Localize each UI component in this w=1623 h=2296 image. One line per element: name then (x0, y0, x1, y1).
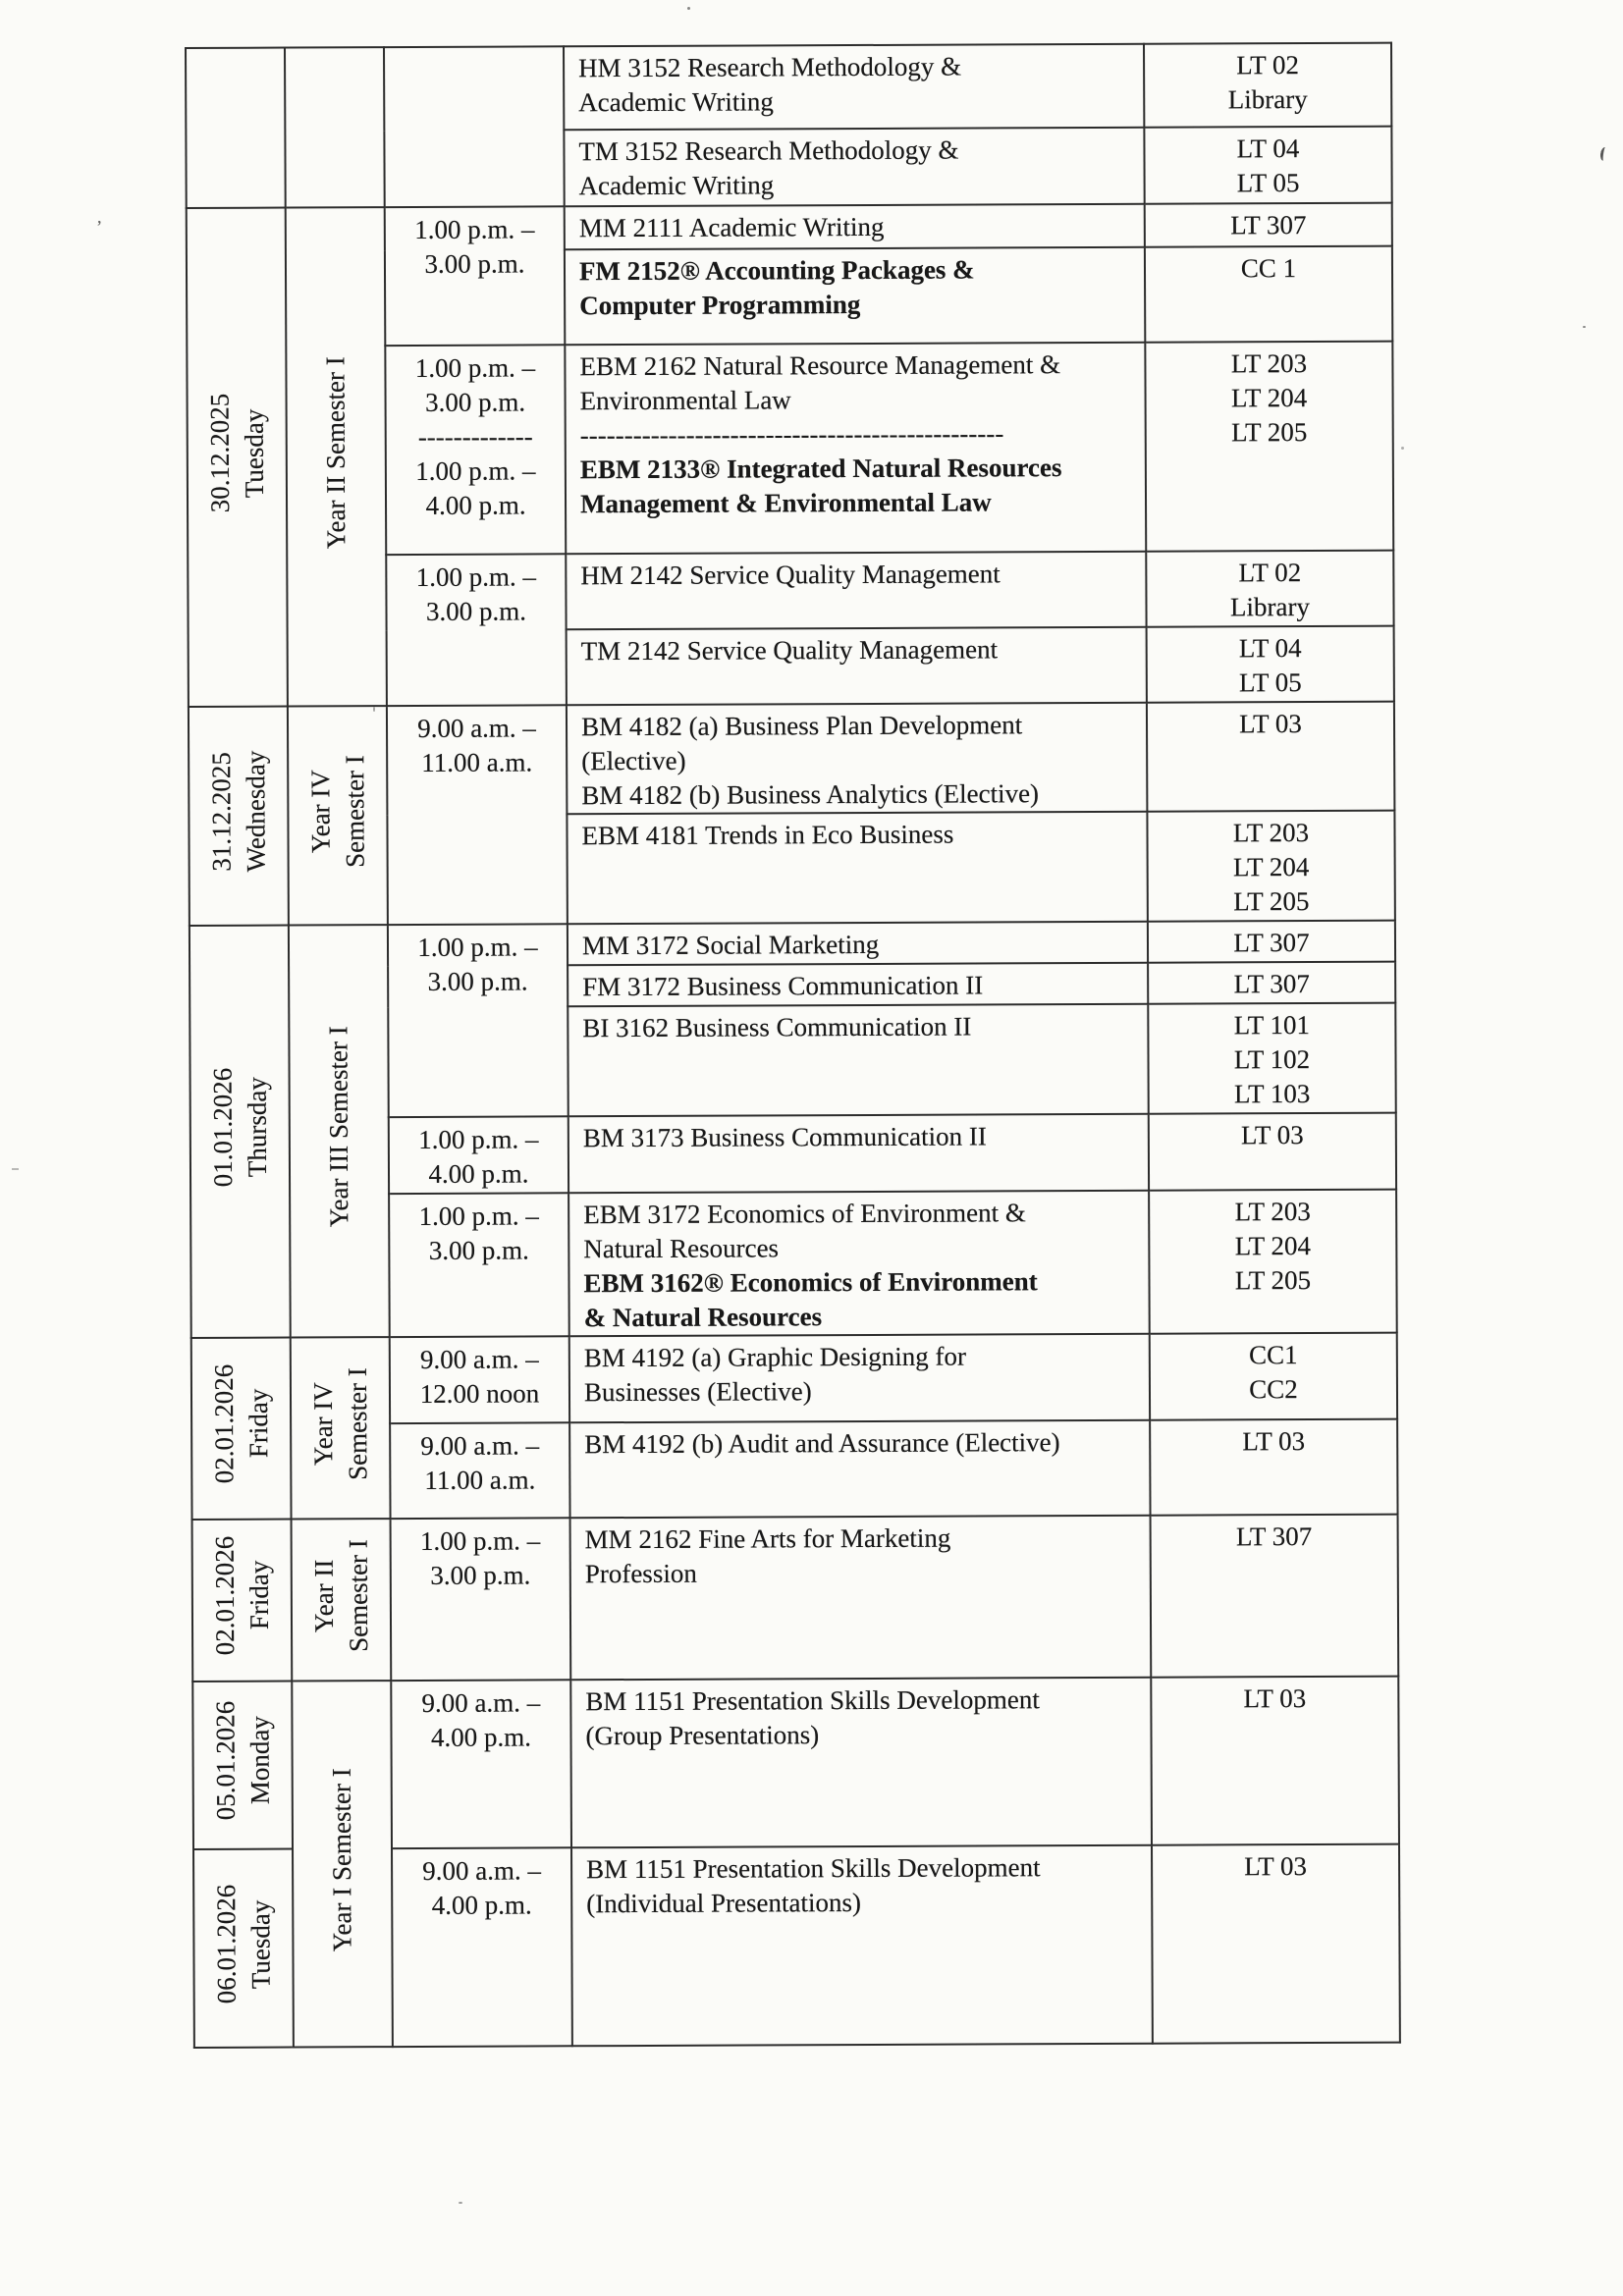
location-label: LT 203 LT 204 LT 205 (1232, 818, 1310, 917)
course-title: EBM 3172 Economics of Environment & Natural Resources (583, 1198, 1026, 1264)
scan-speck (687, 7, 690, 10)
year-semester-cell (292, 1681, 393, 2047)
scan-speck (1401, 447, 1404, 450)
exam-timetable (185, 42, 1401, 2049)
location-cell (1146, 551, 1393, 627)
date-cell (186, 48, 286, 208)
time-cell (391, 1518, 571, 1681)
course-title: EBM 2133® Integrated Natural Resources Management & Environmental Law (579, 453, 1062, 519)
date-label: 02.01.2026 Friday (208, 1364, 273, 1484)
course-cell (568, 1191, 1150, 1337)
year-semester-label: Year I Semester I (326, 1767, 357, 1951)
course-cell (570, 1678, 1152, 1848)
time-cell (390, 1422, 569, 1519)
time-label: 1.00 p.m. – 3.00 p.m. ------------- 1.00 p.m. – 4.00 p.m. (414, 352, 536, 520)
date-cell (191, 1338, 292, 1520)
location-cell (1145, 203, 1392, 247)
timetable-row (192, 1677, 1399, 1849)
time-cell (385, 206, 566, 346)
location-cell (1150, 1333, 1397, 1420)
course-cell (568, 1004, 1148, 1117)
course-cell (565, 204, 1145, 250)
timetable-row (187, 203, 1392, 251)
location-cell (1147, 702, 1394, 812)
time-label: 9.00 a.m. – 11.00 a.m. (417, 713, 536, 777)
location-cell (1144, 127, 1391, 204)
date-cell (187, 208, 288, 707)
course-title: BM 1151 Presentation Skills Development (Individual Presentations) (586, 1852, 1041, 1919)
year-semester-cell (291, 1337, 391, 1519)
location-label: LT 307 (1233, 928, 1310, 958)
course-title: MM 2111 Academic Writing (578, 211, 885, 243)
scan-speck (12, 1168, 19, 1170)
course-title: BI 3162 Business Communication II (582, 1011, 972, 1043)
course-title: EBM 2162 Natural Resource Management & Environmental Law (579, 349, 1061, 416)
date-cell (192, 1682, 293, 1849)
location-label: LT 203 LT 204 LT 205 (1230, 348, 1308, 448)
location-cell (1145, 246, 1392, 343)
location-label: LT 307 (1230, 210, 1307, 240)
course-cell (569, 1420, 1150, 1519)
course-title: FM 3172 Business Communication II (582, 970, 984, 1002)
location-label: LT 03 (1242, 1426, 1306, 1457)
course-title: BM 1151 Presentation Skills Development (Group Presentations) (585, 1684, 1040, 1751)
time-cell (391, 1680, 571, 1848)
time-cell (385, 345, 566, 555)
course-cell (571, 1845, 1153, 2047)
location-label: LT 04 LT 05 (1236, 133, 1300, 198)
year-semester-label: Year II Semester I (320, 355, 352, 549)
scan-squiggle (1599, 147, 1609, 162)
course-title: HM 2142 Service Quality Management (580, 559, 1001, 591)
course-cell (569, 1334, 1150, 1423)
location-label: CC1 CC2 (1248, 1340, 1298, 1405)
course-cell (568, 922, 1148, 966)
course-cell (567, 812, 1147, 925)
location-label: LT 203 LT 204 LT 205 (1234, 1197, 1312, 1296)
time-label: 1.00 p.m. – 3.00 p.m. (415, 561, 537, 626)
date-cell (192, 1520, 293, 1682)
time-cell (392, 1847, 572, 2047)
location-cell (1152, 1844, 1400, 2044)
year-semester-label: Year III Semester I (323, 1026, 354, 1228)
course-title: BM 4182 (a) Business Plan Development (Elective) BM 4182 (b) Business Analytics (Elective) (580, 710, 1040, 811)
year-semester-cell (289, 925, 390, 1337)
location-label: LT 02 Library (1227, 50, 1308, 115)
year-semester-cell (285, 47, 385, 207)
location-cell (1151, 1677, 1399, 1845)
time-label (386, 52, 562, 53)
date-label: 06.01.2026 Tuesday (210, 1884, 276, 2004)
location-cell (1151, 1515, 1399, 1678)
location-cell (1145, 342, 1393, 552)
course-cell (564, 44, 1144, 131)
date-label: 30.12.2025 Tuesday (204, 393, 269, 513)
course-title: MM 2162 Fine Arts for Marketing Profession (584, 1522, 951, 1589)
location-label: LT 03 (1239, 709, 1302, 739)
timetable-scan-area (185, 42, 1401, 2049)
course-cell (565, 343, 1146, 555)
time-cell (386, 554, 567, 706)
location-label: LT 307 (1233, 969, 1310, 999)
date-cell (189, 707, 289, 926)
time-label: 1.00 p.m. – 4.00 p.m. (418, 1124, 539, 1189)
course-title: HM 3152 Research Methodology & Academic Writing (578, 51, 962, 118)
time-label: 9.00 a.m. – 11.00 a.m. (420, 1430, 540, 1495)
course-title: BM 4192 (a) Graphic Designing for Businesses (Elective) (583, 1341, 967, 1408)
location-cell (1144, 43, 1391, 128)
time-label: 1.00 p.m. – 3.00 p.m. (417, 932, 538, 996)
time-label: 9.00 a.m. – 12.00 noon (419, 1344, 540, 1409)
date-label: 31.12.2025 Wednesday (205, 750, 271, 873)
course-cell (568, 963, 1148, 1007)
location-label: LT 03 (1243, 1683, 1307, 1714)
year-semester-cell (286, 207, 387, 706)
year-semester-label: Year IV Semester I (307, 1366, 372, 1480)
timetable-row (189, 921, 1395, 967)
timetable-row (186, 43, 1391, 132)
timetable-body (186, 43, 1400, 2048)
course-title: BM 3173 Business Communication II (582, 1121, 987, 1153)
time-label: 1.00 p.m. – 3.00 p.m. (414, 214, 535, 279)
location-label: LT 03 (1244, 1851, 1308, 1882)
course-cell (568, 1114, 1149, 1194)
year-semester-cell (292, 1519, 392, 1681)
time-cell (387, 705, 568, 925)
scan-speck: , (97, 207, 102, 227)
course-cell (570, 1516, 1152, 1681)
course-cell (567, 703, 1147, 815)
timetable-row (191, 1333, 1397, 1424)
location-cell (1149, 1190, 1397, 1334)
location-cell (1148, 921, 1395, 963)
time-cell (384, 46, 565, 207)
timetable-row (192, 1515, 1399, 1682)
time-label: 1.00 p.m. – 3.00 p.m. (418, 1201, 539, 1265)
location-cell (1149, 1113, 1396, 1191)
course-cell (564, 128, 1144, 207)
location-label: LT 02 Library (1229, 558, 1311, 622)
course-title: EBM 4181 Trends in Eco Business (581, 819, 954, 851)
year-semester-label: Year IV Semester I (304, 754, 370, 868)
location-cell (1147, 626, 1394, 703)
location-label: CC 1 (1240, 253, 1297, 284)
course-title: FM 2152® Accounting Packages & Computer Programming (578, 254, 975, 321)
location-label: LT 101 LT 102 LT 103 (1233, 1010, 1311, 1109)
location-cell (1148, 962, 1395, 1004)
location-label: LT 03 (1240, 1120, 1304, 1150)
course-cell (567, 627, 1147, 706)
scan-speck (459, 2202, 462, 2204)
date-label: 02.01.2026 Friday (209, 1536, 274, 1656)
course-title: TM 2142 Service Quality Management (580, 634, 999, 667)
date-cell (189, 926, 291, 1338)
timetable-row (189, 702, 1394, 816)
time-cell (390, 1336, 569, 1423)
time-cell (388, 924, 568, 1117)
date-label: 05.01.2026 Monday (209, 1701, 275, 1821)
course-title: BM 4192 (b) Audit and Assurance (Elective) (584, 1427, 1060, 1460)
year-semester-cell (288, 706, 388, 925)
course-title: EBM 3162® Economics of Environment & Natural Resources (583, 1266, 1038, 1333)
scan-speck (373, 707, 375, 712)
location-label: LT 04 LT 05 (1238, 633, 1302, 698)
course-title: MM 3172 Social Marketing (581, 929, 880, 961)
year-semester-label: Year II Semester I (308, 1538, 373, 1652)
time-label: 1.00 p.m. – 3.00 p.m. (419, 1525, 541, 1590)
time-cell (389, 1193, 569, 1337)
time-label: 9.00 a.m. – 4.00 p.m. (422, 1855, 542, 1920)
time-cell (389, 1116, 568, 1194)
time-label: 9.00 a.m. – 4.00 p.m. (421, 1687, 541, 1752)
location-cell (1148, 1003, 1395, 1114)
date-label: 01.01.2026 Thursday (207, 1067, 272, 1188)
course-title: TM 3152 Research Methodology & Academic Writing (578, 134, 959, 201)
location-cell (1150, 1419, 1397, 1516)
location-label: LT 307 (1235, 1522, 1313, 1552)
location-cell (1147, 811, 1394, 922)
scan-speck (1583, 326, 1586, 328)
date-cell (193, 1849, 294, 2048)
course-cell (565, 247, 1145, 346)
course-title: ------------------------------------------------ (579, 418, 1004, 451)
course-cell (566, 552, 1146, 630)
